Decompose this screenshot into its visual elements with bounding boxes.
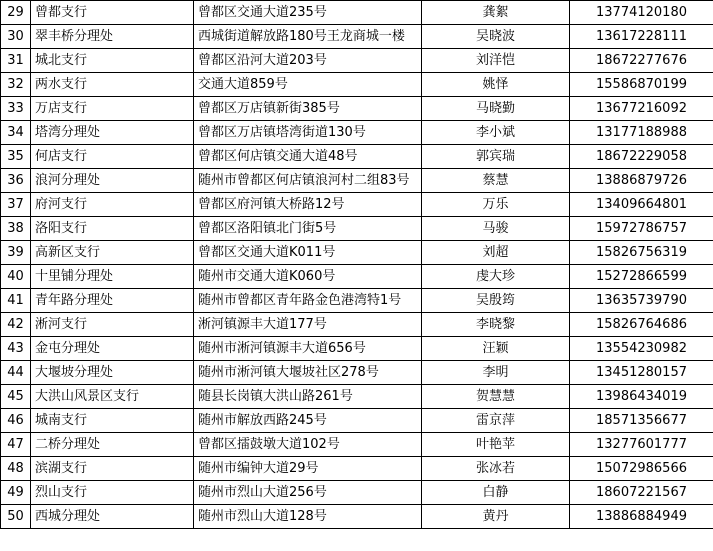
row-index-cell: 42 <box>1 313 31 337</box>
row-index-cell: 47 <box>1 433 31 457</box>
branch-name-cell: 淅河支行 <box>31 313 194 337</box>
contact-phone-cell: 13986434019 <box>570 385 713 409</box>
branch-name-cell: 何店支行 <box>31 145 194 169</box>
branch-name-cell: 滨湖支行 <box>31 457 194 481</box>
branch-address-cell: 随州市解放西路245号 <box>194 409 422 433</box>
branch-address-cell: 交通大道859号 <box>194 73 422 97</box>
contact-person-cell: 汪颖 <box>422 337 570 361</box>
branch-name-cell: 西城分理处 <box>31 505 194 529</box>
row-index-cell: 49 <box>1 481 31 505</box>
table-row <box>1 385 713 409</box>
contact-phone-cell: 13554230982 <box>570 337 713 361</box>
contact-person-cell: 李明 <box>422 361 570 385</box>
contact-phone-cell: 13886879726 <box>570 169 713 193</box>
branch-address-cell: 随州市淅河镇大堰坡社区278号 <box>194 361 422 385</box>
branch-name-cell: 城北支行 <box>31 49 194 73</box>
contact-phone-cell: 13177188988 <box>570 121 713 145</box>
contact-phone-cell: 15972786757 <box>570 217 713 241</box>
contact-person-cell: 李晓黎 <box>422 313 570 337</box>
contact-person-cell: 马晓勤 <box>422 97 570 121</box>
contact-phone-cell: 13409664801 <box>570 193 713 217</box>
contact-person-cell: 吴殷筠 <box>422 289 570 313</box>
table-row <box>1 217 713 241</box>
branch-name-cell: 翠丰桥分理处 <box>31 25 194 49</box>
branch-name-cell: 烈山支行 <box>31 481 194 505</box>
row-index-cell: 43 <box>1 337 31 361</box>
contact-person-cell: 叶艳苹 <box>422 433 570 457</box>
row-index-cell: 37 <box>1 193 31 217</box>
branch-name-cell: 金屯分理处 <box>31 337 194 361</box>
contact-phone-cell: 18672229058 <box>570 145 713 169</box>
row-index-cell: 40 <box>1 265 31 289</box>
table-row <box>1 289 713 313</box>
contact-person-cell: 马骏 <box>422 217 570 241</box>
table-row <box>1 265 713 289</box>
contact-person-cell: 白静 <box>422 481 570 505</box>
branch-name-cell: 府河支行 <box>31 193 194 217</box>
branch-name-cell: 大洪山风景区支行 <box>31 385 194 409</box>
table-row <box>1 1 713 25</box>
contact-phone-cell: 18607221567 <box>570 481 713 505</box>
table-row <box>1 457 713 481</box>
contact-phone-cell: 15826764686 <box>570 313 713 337</box>
table-row <box>1 97 713 121</box>
contact-phone-cell: 15586870199 <box>570 73 713 97</box>
branch-address-cell: 随州市烈山大道128号 <box>194 505 422 529</box>
table-row <box>1 121 713 145</box>
branch-address-cell: 随州市曾都区何店镇浪河村二组83号 <box>194 169 422 193</box>
contact-person-cell: 李小斌 <box>422 121 570 145</box>
branch-address-cell: 曾都区交通大道K011号 <box>194 241 422 265</box>
row-index-cell: 39 <box>1 241 31 265</box>
contact-person-cell: 万乐 <box>422 193 570 217</box>
table-row <box>1 73 713 97</box>
contact-person-cell: 姚怿 <box>422 73 570 97</box>
branch-name-cell: 大堰坡分理处 <box>31 361 194 385</box>
table-row <box>1 193 713 217</box>
branch-name-cell: 高新区支行 <box>31 241 194 265</box>
branch-address-cell: 曾都区交通大道235号 <box>194 1 422 25</box>
table-row <box>1 145 713 169</box>
branch-address-cell: 随州市编钟大道29号 <box>194 457 422 481</box>
contact-person-cell: 吴晓波 <box>422 25 570 49</box>
row-index-cell: 33 <box>1 97 31 121</box>
contact-person-cell: 郭宾瑞 <box>422 145 570 169</box>
row-index-cell: 38 <box>1 217 31 241</box>
table-row <box>1 313 713 337</box>
row-index-cell: 44 <box>1 361 31 385</box>
branch-address-cell: 随州市淅河镇源丰大道656号 <box>194 337 422 361</box>
table-body <box>1 1 713 529</box>
row-index-cell: 34 <box>1 121 31 145</box>
row-index-cell: 45 <box>1 385 31 409</box>
branch-address-cell: 淅河镇源丰大道177号 <box>194 313 422 337</box>
branch-address-cell: 随州市烈山大道256号 <box>194 481 422 505</box>
row-index-cell: 30 <box>1 25 31 49</box>
contact-phone-cell: 18672277676 <box>570 49 713 73</box>
table-row <box>1 337 713 361</box>
table-row <box>1 361 713 385</box>
table-row <box>1 409 713 433</box>
contact-phone-cell: 13277601777 <box>570 433 713 457</box>
branch-name-cell: 曾都支行 <box>31 1 194 25</box>
contact-phone-cell: 13774120180 <box>570 1 713 25</box>
table-row <box>1 433 713 457</box>
contact-person-cell: 刘洋恺 <box>422 49 570 73</box>
row-index-cell: 31 <box>1 49 31 73</box>
row-index-cell: 41 <box>1 289 31 313</box>
table-row <box>1 505 713 529</box>
contact-phone-cell: 15272866599 <box>570 265 713 289</box>
branch-address-cell: 曾都区擂鼓墩大道102号 <box>194 433 422 457</box>
contact-person-cell: 黄丹 <box>422 505 570 529</box>
contact-phone-cell: 13451280157 <box>570 361 713 385</box>
branch-name-cell: 洛阳支行 <box>31 217 194 241</box>
branch-address-cell: 曾都区洛阳镇北门街5号 <box>194 217 422 241</box>
branch-name-cell: 塔湾分理处 <box>31 121 194 145</box>
branch-address-cell: 随州市交通大道K060号 <box>194 265 422 289</box>
row-index-cell: 29 <box>1 1 31 25</box>
row-index-cell: 50 <box>1 505 31 529</box>
row-index-cell: 32 <box>1 73 31 97</box>
contact-person-cell: 虔大珍 <box>422 265 570 289</box>
contact-person-cell: 刘超 <box>422 241 570 265</box>
branch-name-cell: 浪河分理处 <box>31 169 194 193</box>
branch-name-cell: 十里铺分理处 <box>31 265 194 289</box>
branch-address-cell: 随州市曾都区青年路金色港湾特1号 <box>194 289 422 313</box>
branch-name-cell: 两水支行 <box>31 73 194 97</box>
row-index-cell: 36 <box>1 169 31 193</box>
table-row <box>1 169 713 193</box>
contact-phone-cell: 13617228111 <box>570 25 713 49</box>
row-index-cell: 35 <box>1 145 31 169</box>
branch-address-cell: 曾都区万店镇新街385号 <box>194 97 422 121</box>
contact-phone-cell: 15826756319 <box>570 241 713 265</box>
branch-address-cell: 曾都区何店镇交通大道48号 <box>194 145 422 169</box>
contact-phone-cell: 13886884949 <box>570 505 713 529</box>
branch-address-cell: 西城街道解放路180号王龙商城一楼 <box>194 25 422 49</box>
contact-person-cell: 贺慧慧 <box>422 385 570 409</box>
contact-phone-cell: 15072986566 <box>570 457 713 481</box>
row-index-cell: 46 <box>1 409 31 433</box>
table-row <box>1 241 713 265</box>
row-index-cell: 48 <box>1 457 31 481</box>
contact-person-cell: 雷京萍 <box>422 409 570 433</box>
branch-address-cell: 曾都区万店镇塔湾街道130号 <box>194 121 422 145</box>
contact-person-cell: 蔡慧 <box>422 169 570 193</box>
contact-phone-cell: 18571356677 <box>570 409 713 433</box>
contact-phone-cell: 13677216092 <box>570 97 713 121</box>
table-row <box>1 481 713 505</box>
table-row <box>1 25 713 49</box>
branch-address-cell: 曾都区沿河大道203号 <box>194 49 422 73</box>
contact-phone-cell: 13635739790 <box>570 289 713 313</box>
branch-name-cell: 二桥分理处 <box>31 433 194 457</box>
branch-name-cell: 万店支行 <box>31 97 194 121</box>
branch-address-cell: 随县长岗镇大洪山路261号 <box>194 385 422 409</box>
branch-name-cell: 青年路分理处 <box>31 289 194 313</box>
contact-person-cell: 张冰若 <box>422 457 570 481</box>
contact-person-cell: 龚絮 <box>422 1 570 25</box>
branch-address-cell: 曾都区府河镇大桥路12号 <box>194 193 422 217</box>
table-row <box>1 49 713 73</box>
branch-name-cell: 城南支行 <box>31 409 194 433</box>
